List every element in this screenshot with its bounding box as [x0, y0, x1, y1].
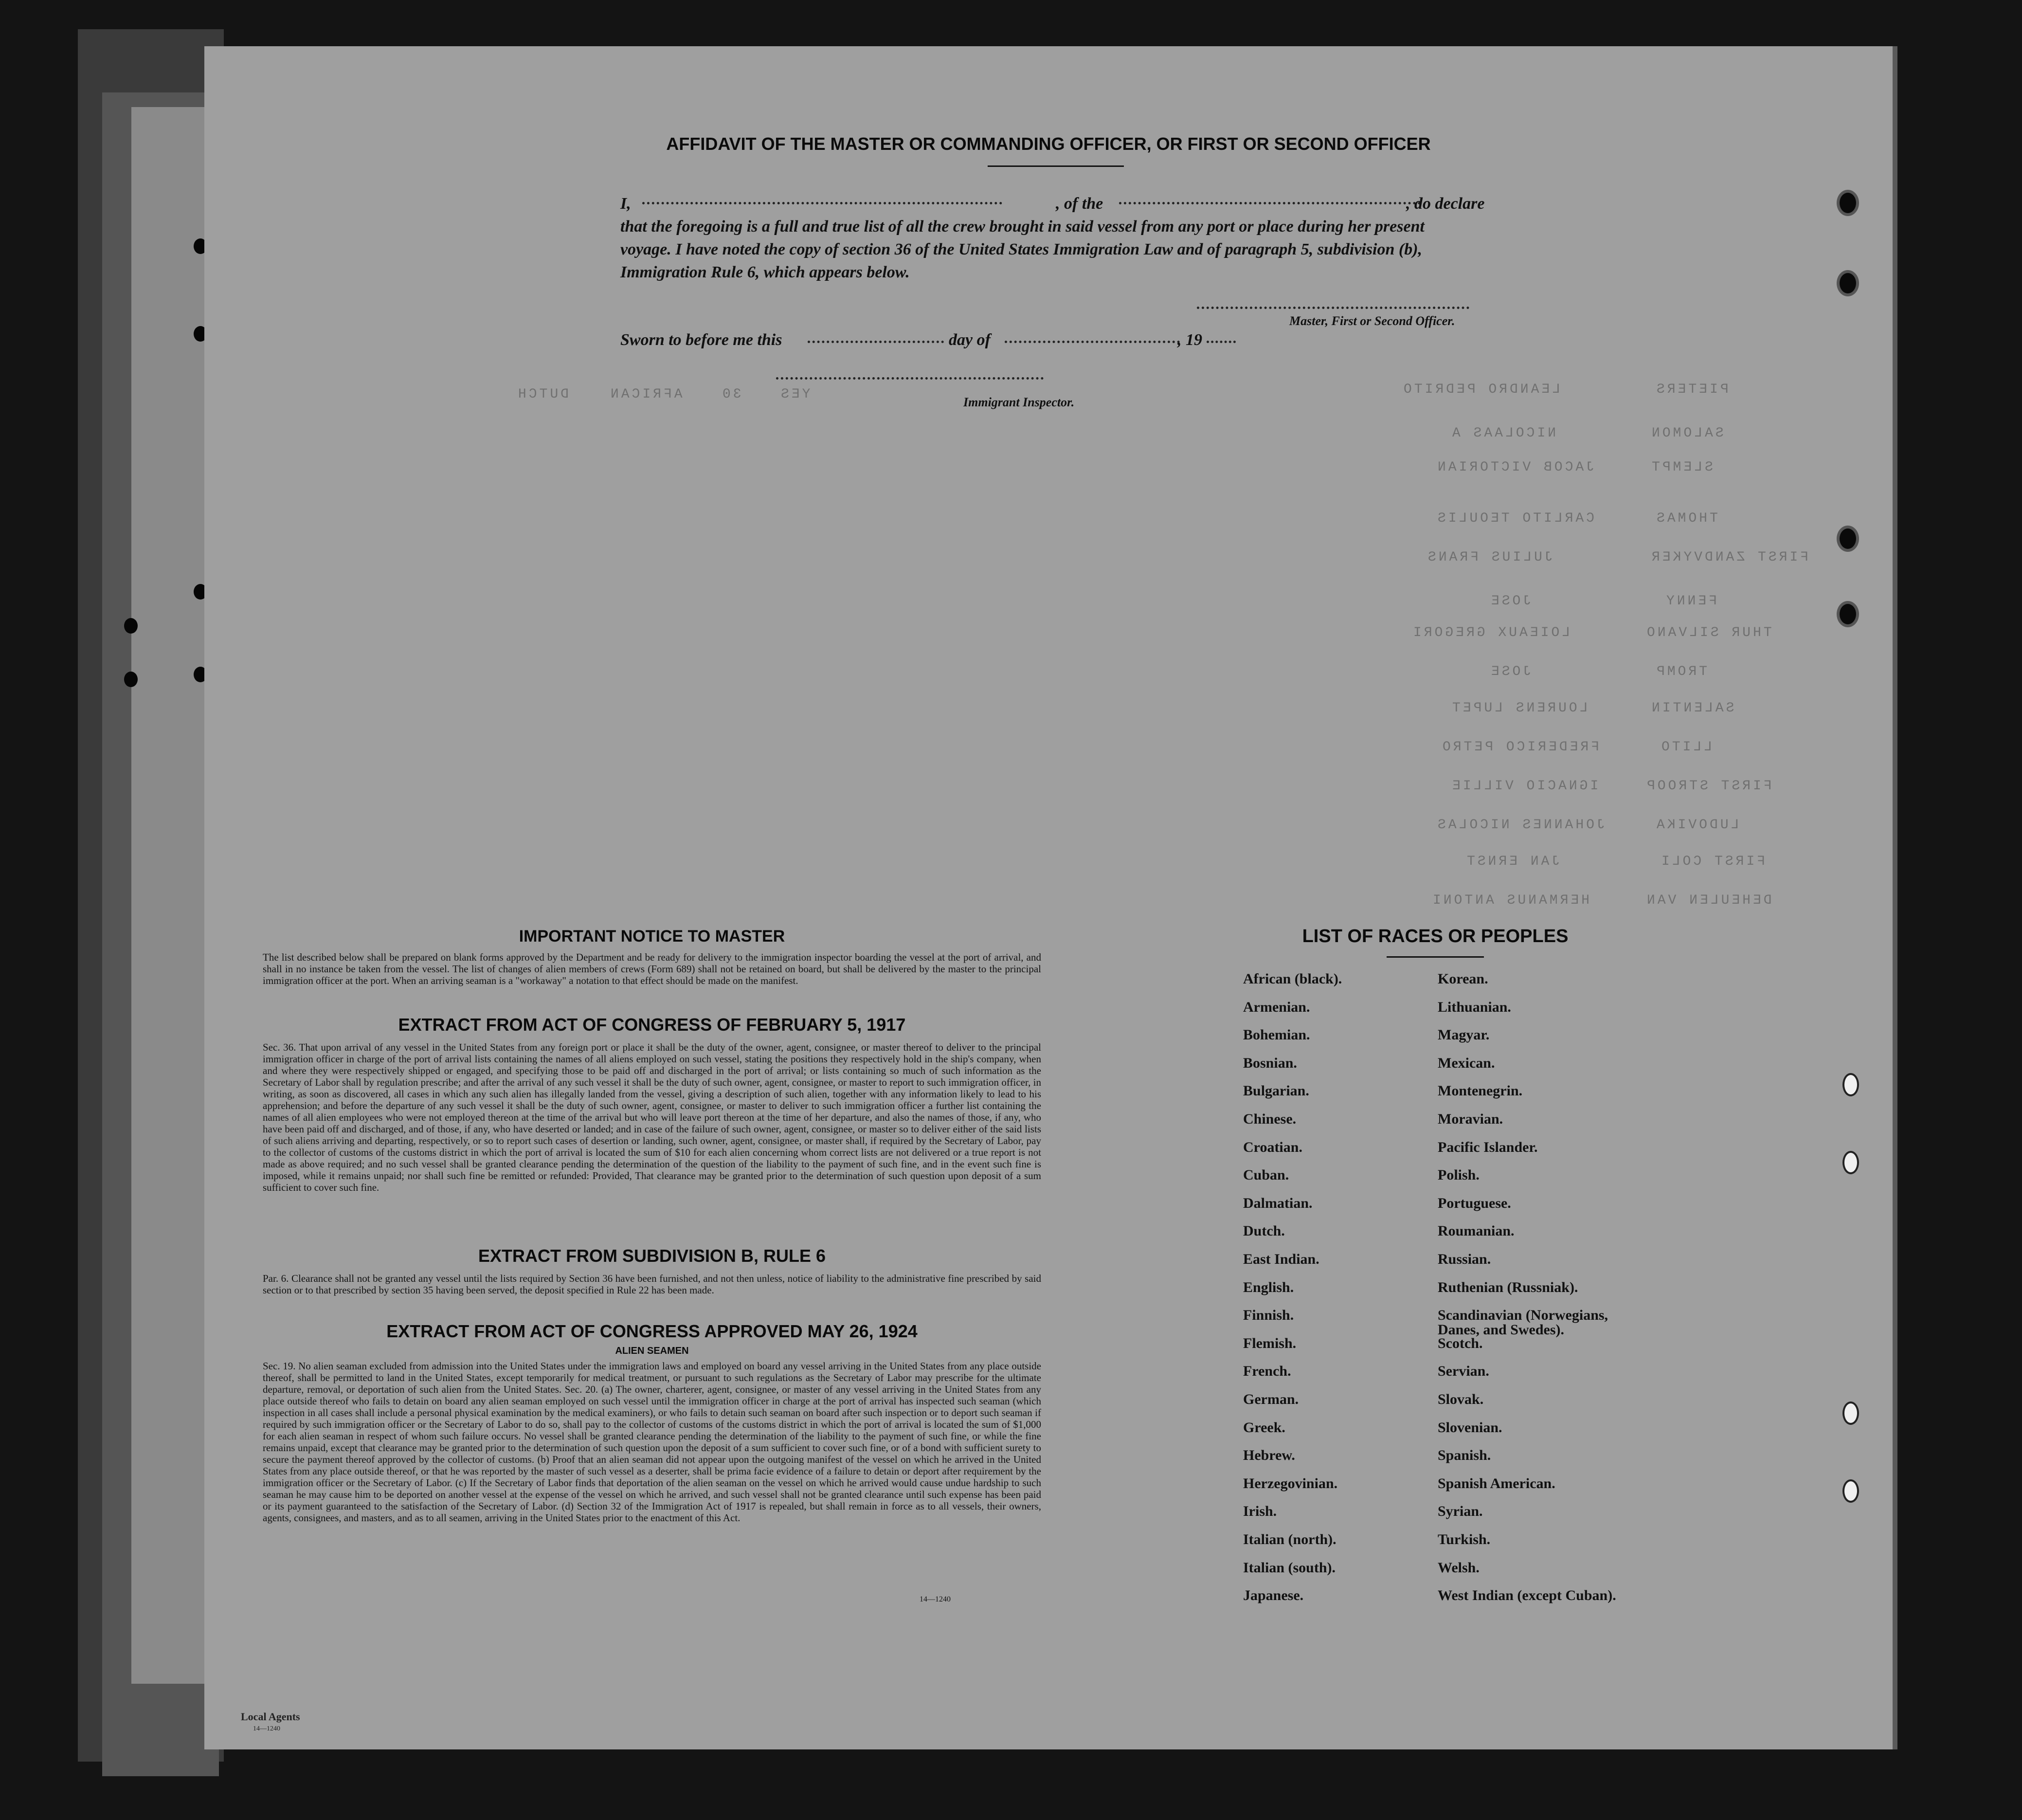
affidavit-declare: , do declare	[1406, 195, 1485, 213]
punch-hole	[1842, 1073, 1859, 1096]
bleed-name: LUDOVIKA	[1654, 818, 1739, 833]
bleed-name: FREDERICO PETRO	[1440, 740, 1600, 755]
extract-1917-title: EXTRACT FROM ACT OF CONGRESS OF FEBRUARY 5, 1917	[398, 1015, 906, 1035]
bleed-name: SALOMON	[1649, 426, 1724, 441]
race-entry: Danes, and Swedes).	[1438, 1322, 1565, 1338]
race-entry: Lithuanian.	[1438, 999, 1511, 1015]
bleed-name: FIRST STROOP	[1644, 779, 1772, 794]
affidavit-of-the: , of the	[1056, 195, 1103, 213]
affidavit-line3: voyage. I have noted the copy of section 36 of the United States Immigration Law and of paragraph 5, subdivision (b),	[620, 240, 1423, 258]
bleed-name: CARLITO TEOULIS	[1435, 511, 1595, 526]
binding-hole	[124, 672, 138, 687]
race-entry: English.	[1243, 1279, 1294, 1295]
race-entry: Turkish.	[1438, 1531, 1491, 1547]
race-entry: Bulgarian.	[1243, 1083, 1309, 1099]
race-entry: Slovak.	[1438, 1391, 1484, 1407]
bleed-name: DEHEULEN VAN	[1644, 893, 1772, 908]
race-entry: Japanese.	[1243, 1587, 1304, 1604]
race-entry: Syrian.	[1438, 1503, 1483, 1520]
punch-hole	[1837, 190, 1859, 216]
race-entry: East Indian.	[1243, 1251, 1319, 1267]
bleed-name: LOIEAUX GREGORI	[1411, 625, 1571, 640]
bleed-name: THOMAS	[1654, 511, 1718, 526]
race-entry: Hebrew.	[1243, 1447, 1295, 1464]
race-entry: Portuguese.	[1438, 1195, 1511, 1211]
race-entry: Polish.	[1438, 1167, 1480, 1183]
bleed-name: JACOB VICTORIAN	[1435, 460, 1595, 475]
race-entry: Magyar.	[1438, 1027, 1490, 1043]
affidavit-line4: Immigration Rule 6, which appears below.	[620, 263, 910, 281]
race-entry: German.	[1243, 1391, 1299, 1407]
bleed-name: JAN ERNST	[1464, 854, 1560, 869]
race-entry: West Indian (except Cuban).	[1438, 1587, 1616, 1604]
extract-1924-title: EXTRACT FROM ACT OF CONGRESS APPROVED MAY 26, 1924	[386, 1321, 918, 1341]
sworn-day-blank[interactable]	[808, 341, 944, 343]
race-entry: Croatian.	[1243, 1139, 1302, 1155]
punch-hole	[1842, 1479, 1859, 1503]
bleed-name: NICOLAAS A	[1450, 426, 1556, 441]
affidavit-title: AFFIDAVIT OF THE MASTER OR COMMANDING OFFICER, OR FIRST OR SECOND OFFICER	[666, 134, 1431, 154]
inspector-label: Immigrant Inspector.	[963, 395, 1075, 409]
footer-form-number: 14—1240	[253, 1725, 280, 1732]
race-entry: Russian.	[1438, 1251, 1491, 1267]
bleed-name: JOSE	[1489, 664, 1532, 679]
race-entry: Italian (north).	[1243, 1531, 1336, 1547]
race-entry: Moravian.	[1438, 1111, 1503, 1127]
affidavit-i: I,	[620, 195, 631, 213]
bleed-name: SLEMPT	[1649, 460, 1713, 475]
race-entry: Slovenian.	[1438, 1419, 1502, 1436]
day-of-label: day of	[949, 331, 991, 349]
race-entry: Servian.	[1438, 1363, 1489, 1380]
race-entry: Flemish.	[1243, 1335, 1297, 1351]
race-entry: Chinese.	[1243, 1111, 1297, 1127]
sworn-label: Sworn to before me this	[620, 331, 782, 349]
year-blank[interactable]	[1207, 341, 1236, 343]
race-entry: Bohemian.	[1243, 1027, 1310, 1043]
notice-title: IMPORTANT NOTICE TO MASTER	[519, 927, 785, 946]
sworn-month-blank[interactable]	[1005, 341, 1180, 343]
race-entry: African (black).	[1243, 971, 1342, 987]
bleed-header: DUTCH	[516, 387, 569, 402]
affidavit-line2: that the foregoing is a full and true list of all the crew brought in said vessel from any port or place during her present	[620, 218, 1425, 236]
bleed-name: FIRST ZANDVYKER	[1649, 550, 1809, 565]
vessel-blank[interactable]	[1119, 202, 1421, 204]
race-entry: Mexican.	[1438, 1055, 1495, 1071]
bleed-name: LLITO	[1659, 740, 1713, 755]
inspector-blank[interactable]	[776, 377, 1044, 380]
signature-blank[interactable]	[1197, 307, 1469, 309]
race-entry: Finnish.	[1243, 1307, 1294, 1324]
race-entry: Roumanian.	[1438, 1223, 1515, 1239]
punch-hole	[1837, 270, 1859, 296]
bleed-name: TROMP	[1654, 664, 1708, 679]
race-entry: Armenian.	[1243, 999, 1310, 1015]
bleed-header: YES	[778, 387, 811, 402]
extract-rule6-body: Par. 6. Clearance shall not be granted any vessel until the lists required by Section 36 have been furnished, and not then unless, notice of liability to the administrative fine prescribed by said section or to that prescribed by section 35 having been served, the deposit specified in Rule 22 has been made.	[263, 1273, 1041, 1296]
races-rule	[1387, 956, 1484, 958]
punch-hole	[1842, 1401, 1859, 1425]
race-entry: Herzegovinian.	[1243, 1475, 1338, 1492]
bleed-name: FENNY	[1664, 594, 1717, 609]
punch-hole	[1837, 526, 1859, 552]
race-entry: Greek.	[1243, 1419, 1285, 1436]
race-entry: Ruthenian (Russniak).	[1438, 1279, 1578, 1295]
race-entry: Welsh.	[1438, 1559, 1480, 1576]
race-entry: Cuban.	[1243, 1167, 1289, 1183]
local-agents-label: Local Agents	[241, 1711, 300, 1723]
bleed-name: LOURENS LUPET	[1450, 701, 1588, 716]
races-title: LIST OF RACES OR PEOPLES	[1302, 926, 1569, 946]
bleed-name: LEANDRO PEDRITO	[1401, 382, 1561, 397]
race-entry: Korean.	[1438, 971, 1488, 987]
race-entry: Scotch.	[1438, 1335, 1483, 1351]
bleed-name: JOSE	[1489, 594, 1532, 609]
punch-hole	[1842, 1151, 1859, 1174]
year-label: , 19	[1177, 331, 1202, 349]
bleed-name: JOHANNES NICOLAS	[1435, 818, 1605, 833]
bleed-header: 30	[720, 387, 741, 402]
binding-hole	[124, 618, 138, 634]
extract-1917-body: Sec. 36. That upon arrival of any vessel in the United States from any foreign port or place it shall be the duty of the owner, agent, consignee, or master thereof to deliver to the principal immigration officer in charge of the port of arrival lists containing the names of all aliens employed on such vessel, stating the positions they respectively hold in the ship's company, when and where they were respectively shipped or engaged, and specifying those to be paid off and discharged in the port of arrival; or lists containing so much of such information as the Secretary of Labor shall by regulation prescribe; and after the arrival of any such vessel it shall be the duty of such owner, agent, consignee, or master to report to such immigration officer, in writing, as soon as discovered, all cases in which any such alien has illegally landed from the vessel, giving a description of such alien, together with any information likely to lead to his apprehension; and before the departure of any such vessel it shall be the duty of such owner, agent, consignee, or master to deliver to such immigration officer a further list containing the names of all alien employees who were not employed thereon at the time of the arrival but who will leave port thereon at the time of her departure, and also the names of those, if any, who have been paid off and discharged, and of those, if any, who have deserted or landed; and in case of the failure of such owner, agent, consignee, or master so to deliver either of the said lists of such aliens arriving and departing, respectively, or so to report such cases of desertion or landing, such owner, agent, consignee, or master shall, if required by the Secretary of Labor, pay to the collector of customs of the customs district in which the port of arrival is located the sum of $10 for each alien concerning whom correct lists are not delivered or a true report is not made as above required; and no such vessel shall be granted clearance pending the determination of the question of the liability to the payment of such fine, and in the event such fine is imposed, while it remains unpaid; nor shall such fine be remitted or refunded: Provided, That clearance may be granted prior to the determination of such question upon deposit of a sum sufficient to cover such fine.	[263, 1041, 1041, 1193]
bleed-name: THUR SILVANO	[1644, 625, 1772, 640]
race-entry: Scandinavian (Norwegians,	[1438, 1307, 1608, 1324]
bleed-name: SALENTIN	[1649, 701, 1734, 716]
manifest-page	[204, 46, 1893, 1749]
race-entry: Pacific Islander.	[1438, 1139, 1538, 1155]
extract-1924-body: Sec. 19. No alien seaman excluded from admission into the United States under the immigration laws and employed on board any vessel arriving in the United States from any place outside thereof, shall be permitted to land in the United States, except temporarily for medical treatment, or pursuant to such regulations as the Secretary of Labor may prescribe for the ultimate departure, removal, or deportation of such alien from the United States. Sec. 20. (a) The owner, charterer, agent, consignee, or master of any vessel arriving in the United States from any place outside thereof who fails to detain on board any alien seaman employed on such vessel until the immigration officer in charge at the port of arrival has inspected such seaman (which inspection in all cases shall include a personal physical examination by the medical examiners), or who fails to detain such seaman on board after such inspection or to deport such seaman if required by such immigration officer or the Secretary of Labor to do so, shall pay to the collector of customs of the customs district in which the port of arrival is located the sum of $1,000 for each alien seaman in respect of whom such failure occurs. No vessel shall be granted clearance pending the determination of the liability to the payment of such fine, or while the fine remains unpaid, except that clearance may be granted prior to the determination of such question upon the deposit of a sum sufficient to cover such fine, or of a bond with sufficient surety to secure the payment thereof approved by the collector of customs. (b) Proof that an alien seaman did not appear upon the outgoing manifest of the vessel on which he arrived in the United States from any place outside thereof, or that he was reported by the master of such vessel as a deserter, shall be prima facie evidence of a failure to detain or deport after requirement by the immigration officer or the Secretary of Labor. (c) If the Secretary of Labor finds that deportation of the alien seaman on the vessel on which he arrived would cause undue hardship to such seaman he may cause him to be deported on another vessel at the expense of the vessel on which he arrived, and such vessel shall not be granted clearance until such expense has been paid or its payment guaranteed to the satisfaction of the Secretary of Labor. (d) Section 32 of the Immigration Act of 1917 is repealed, but shall remain in force as to all vessels, their owners, agents, consignees, and masters, and as to all seamen, arriving in the United States prior to the enactment of this Act.	[263, 1360, 1041, 1524]
race-entry: Italian (south).	[1243, 1559, 1336, 1576]
race-entry: Bosnian.	[1243, 1055, 1297, 1071]
race-entry: Dutch.	[1243, 1223, 1285, 1239]
race-entry: Dalmatian.	[1243, 1195, 1313, 1211]
bleed-name: HERMANUS ANTONI	[1430, 893, 1590, 908]
bleed-name: JULIUS FRANS	[1426, 550, 1553, 565]
extract-1924-subtitle: ALIEN SEAMEN	[615, 1346, 689, 1356]
race-entry: Irish.	[1243, 1503, 1277, 1520]
bleed-header: AFRICAN	[608, 387, 683, 402]
bleed-name: IGNACIO VILLIE	[1450, 779, 1599, 794]
race-entry: Spanish American.	[1438, 1475, 1555, 1492]
name-blank[interactable]	[642, 202, 1002, 204]
bleed-name: FIRST COLI	[1659, 854, 1766, 869]
race-entry: Montenegrin.	[1438, 1083, 1523, 1099]
race-entry: Spanish.	[1438, 1447, 1491, 1464]
signature-label: Master, First or Second Officer.	[1289, 314, 1455, 328]
race-entry: French.	[1243, 1363, 1291, 1380]
title-rule	[988, 165, 1124, 167]
bleed-name: PIETERS	[1654, 382, 1729, 397]
extract-rule6-title: EXTRACT FROM SUBDIVISION B, RULE 6	[478, 1246, 826, 1266]
notice-body: The list described below shall be prepared on blank forms approved by the Department and be ready for delivery to the immigration inspector boarding the vessel at the port of arrival, and shall in no instance be taken from the vessel. The list of changes of alien members of crews (Form 689) shall not be retained on board, but shall be delivered by the master to the principal immigration officer at the port. When an arriving seaman is a "workaway" a notation to that effect should be made on the manifest.	[263, 951, 1041, 986]
form-number: 14—1240	[920, 1595, 951, 1603]
punch-hole	[1837, 601, 1859, 627]
